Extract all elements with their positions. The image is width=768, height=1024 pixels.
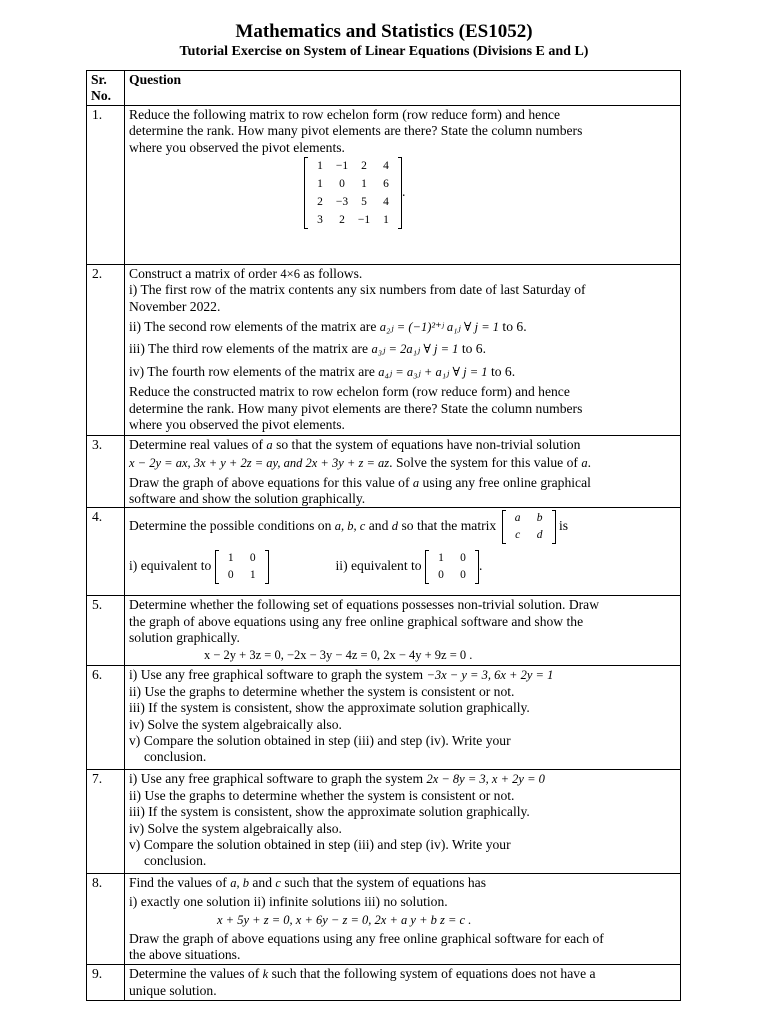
q1-matrix: 1 −1 2 4 1 0 1 6 2 −3 5 4 3 2 −1 1 [304, 157, 402, 229]
questions-table [86, 70, 681, 1001]
sr-number: 5. [87, 596, 125, 666]
question-header: Question [125, 71, 681, 106]
sr-number: 1. [87, 105, 125, 264]
question-cell: Determine whether the following set of equations possesses non-trivial solution. Draw the graph of above equations using any free online graphical software and show the solution graphically. x − 2y + 3z = 0, −2x − 3y − 4z = 0, 2x − 4y + 9z = 0 . [125, 596, 681, 666]
question-cell: Determine real values of a so that the system of equations have non-trivial solution x − 2y = ax, 3x + y + 2z = ay, and 2x + 3y + z = az. Solve the system for this value of a. Draw the graph of above equations for this value of a using any free online graphical software and show the solution graphically. [125, 435, 681, 508]
sr-number: 7. [87, 770, 125, 874]
table-row [87, 264, 681, 435]
sr-number: 8. [87, 874, 125, 965]
question-cell: Determine the possible conditions on a, b, c and d so that the matrix a b c d is i) equivalent to 1 0 0 1 ii) equivalent to 1 0 0 0 . [125, 508, 681, 596]
page-subtitle: Tutorial Exercise on System of Linear Equations (Divisions E and L) [179, 44, 589, 59]
question-cell: i) Use any free graphical software to graph the system −3x − y = 3, 6x + 2y = 1 ii) Use the graphs to determine whether the system is consistent or not. iii) If the system is consistent, show the approximate solution graphically. iv) Solve the system algebraically also. v) Compare the solution obtained in step (iii) and step (iv). Write your conclusion. [125, 666, 681, 770]
sr-number: 9. [87, 965, 125, 1001]
table-header-row [87, 71, 681, 106]
table-row [87, 770, 681, 874]
table-row [87, 965, 681, 1001]
table-row [87, 666, 681, 770]
question-cell: Determine the values of k such that the following system of equations does not have a unique solution. [125, 965, 681, 1001]
page-title: Mathematics and Statistics (ES1052) [235, 21, 533, 42]
question-cell: Construct a matrix of order 4×6 as follows. i) The first row of the matrix contents any six numbers from date of last Saturday of November 2022. ii) The second row elements of the matrix are a₂ⱼ = (−1)²⁺ʲ a₁ⱼ ∀ j = 1 to 6. iii) The third row elements of the matrix are a₃ⱼ = 2a₁ⱼ ∀ j = 1 to 6. iv) The fourth row elements of the matrix are a₄ⱼ = a₃ⱼ + a₁ⱼ ∀ j = 1 to 6. Reduce the constructed matrix to row echelon form (row reduce form) and hence determine the rank. How many pivot elements are there? State the column numbers where you observed the pivot elements. [125, 264, 681, 435]
table-row [87, 508, 681, 596]
sr-number: 4. [87, 508, 125, 596]
sr-number: 3. [87, 435, 125, 508]
table-row [87, 874, 681, 965]
q4-rank1-matrix: 1 0 0 0 [425, 550, 479, 584]
q4-matrix-abcd: a b c d [502, 510, 556, 544]
table-row [87, 435, 681, 508]
question-cell: Find the values of a, b and c such that the system of equations has i) exactly one solution ii) infinite solutions iii) no solution. x + 5y + z = 0, x + 6y − z = 0, 2x + a y + b z = c . Draw the graph of above equations using any free online graphical software for each of the above situations. [125, 874, 681, 965]
question-cell: Reduce the following matrix to row echelon form (row reduce form) and hence determine the rank. How many pivot elements are there? State the column numbers where you observed the pivot elements. 1 −1 2 4 1 0 1 6 2 −3 5 4 3 2 −1 1 . [125, 105, 681, 264]
q4-identity-matrix: 1 0 0 1 [215, 550, 269, 584]
table-row [87, 596, 681, 666]
sr-number: 2. [87, 264, 125, 435]
table-row [87, 105, 681, 264]
question-cell: i) Use any free graphical software to graph the system 2x − 8y = 3, x + 2y = 0 ii) Use the graphs to determine whether the system is consistent or not. iii) If the system is consistent, show the approximate solution graphically. iv) Solve the system algebraically also. v) Compare the solution obtained in step (iii) and step (iv). Write your conclusion. [125, 770, 681, 874]
sr-number: 6. [87, 666, 125, 770]
sr-no-header: Sr. No. [87, 71, 125, 106]
